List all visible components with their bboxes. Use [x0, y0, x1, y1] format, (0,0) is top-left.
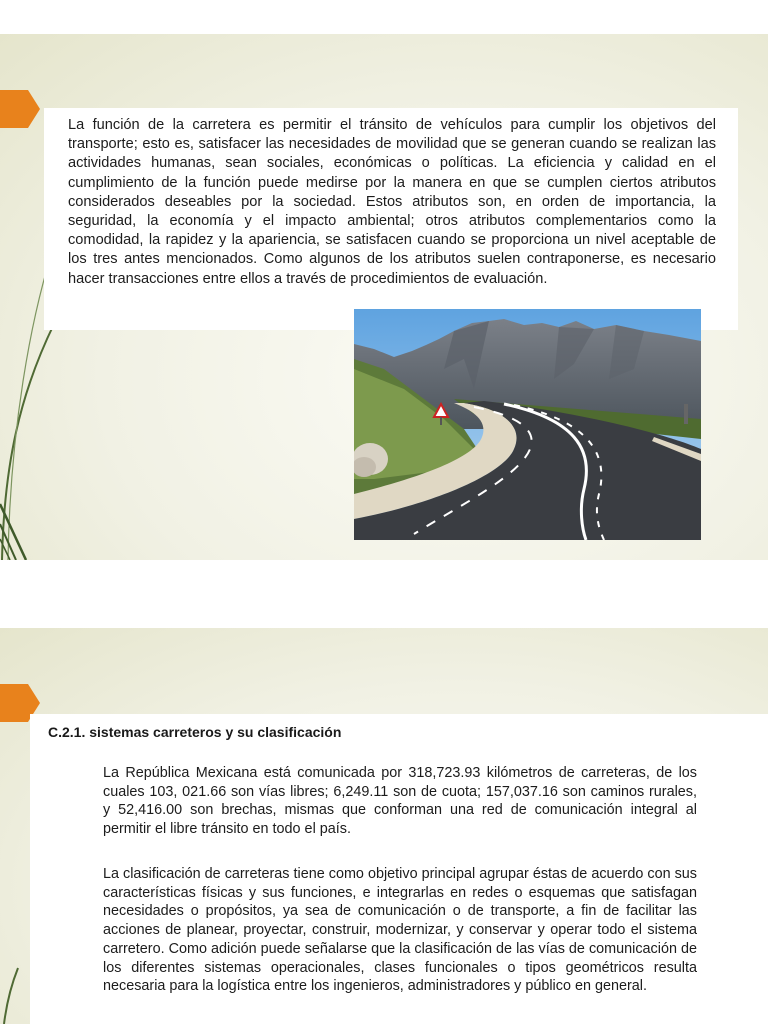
- mountain-road-photo: [354, 309, 701, 540]
- section-heading: C.2.1. sistemas carreteros y su clasificación: [48, 724, 342, 740]
- slide-road-function: [0, 34, 768, 560]
- road-classification-paragraph: La clasificación de carreteras tiene como objetivo principal agrupar éstas de acuerdo con sus características físicas y sus funciones, e integrarlas en redes o esquemas que satisfagan necesidades o propósitos, ya sea de comunicación o de transporte, a fin de facilitar las acciones de planear, proyectar, construir, modernizar, y conservar y operar todo el sistema carretero. Como adición puede señalarse que la clasificación de las vías de comunicación de los diferentes sistemas operacionales, clases funcionales o tipos geométricos resulta necesaria para la logística entre los ingenieros, administradores y público en general.: [103, 866, 697, 995]
- road-function-paragraph: La función de la carretera es permitir el tránsito de vehículos para cumplir los objetivos del transporte; esto es, satisfacer las necesidades de movilidad que se generan cuando se realizan las actividades humanas, sean sociales, económicas o políticas. La eficiencia y calidad en el cumplimiento de la función puede medirse por la manera en que se cumplen ciertos atributos considerados deseables por la sociedad. Estos atributos son, en orden de importancia, la seguridad, la economía y el impacto ambiental; otros atributos complementarios como la comodidad, la rapidez y la apariencia, se satisfacen cuando se proporciona un nivel aceptable de los tres antes mencionados. Como algunos de los atributos suelen contraponerse, es necesario hacer transacciones entre ellos a través de procedimientos de evaluación.: [68, 117, 716, 287]
- road-network-paragraph: La República Mexicana está comunicada por 318,723.93 kilómetros de carreteras, de los cuales 103, 021.66 son vías libres; 6,249.11 son de cuota; 157,037.16 son caminos rurales, y 52,416.00 son brechas, mismas que conforman una red de comunicación integral al permitir el libre tránsito en todo el país.: [103, 765, 697, 838]
- slide-road-systems: [0, 628, 768, 1024]
